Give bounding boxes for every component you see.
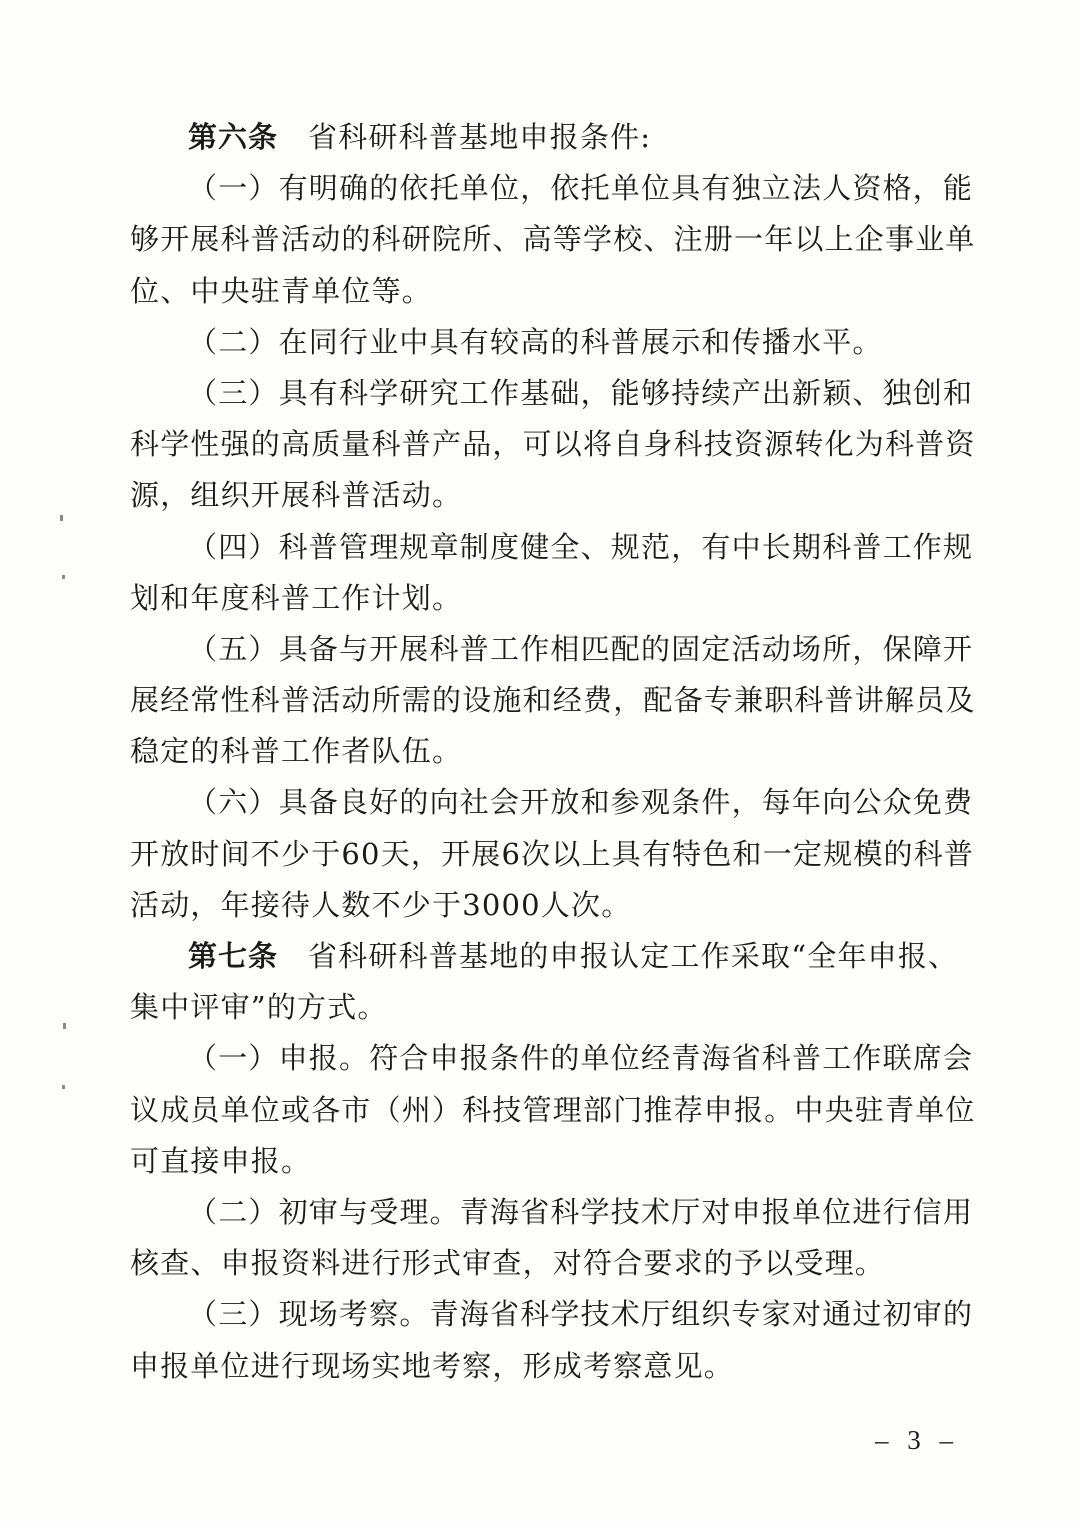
paragraph-line: （六）具备良好的向社会开放和参观条件，每年向公众免费 — [188, 785, 974, 820]
paragraph-line: 核查、申报资料进行形式审查，对符合要求的予以受理。 — [130, 1246, 886, 1281]
paragraph-line: 稳定的科普工作者队伍。 — [130, 734, 463, 769]
paragraph-line: 位、中央驻青单位等。 — [130, 273, 433, 308]
page-number: – 3 – — [875, 1425, 959, 1455]
article-6-heading — [130, 112, 950, 163]
paragraph-line: 集中评审”的方式。 — [130, 990, 388, 1025]
paragraph-line: （四）科普管理规章制度健全、规范，有中长期科普工作规 — [188, 529, 974, 564]
paragraph-line: 划和年度科普工作计划。 — [130, 580, 463, 615]
paragraph-line: （五）具备与开展科普工作相匹配的固定活动场所，保障开 — [188, 631, 974, 666]
paragraph-line: 展经常性科普活动所需的设施和经费，配备专兼职科普讲解员及 — [130, 683, 976, 718]
paragraph-line: （二）初审与受理。青海省科学技术厅对申报单位进行信用 — [188, 1194, 974, 1229]
paragraph-line: 开放时间不少于60天，开展6次以上具有特色和一定规模的科普 — [130, 836, 975, 871]
paragraph-line: 源，组织开展科普活动。 — [130, 478, 463, 513]
paragraph-line: 科学性强的高质量科普产品，可以将自身科技资源转化为科普资 — [130, 427, 976, 462]
article-6-title: 第六条 — [188, 120, 279, 154]
paragraph-line: （一）申报。符合申报条件的单位经青海省科普工作联席会 — [188, 1041, 974, 1076]
paragraph-line: （二）在同行业中具有较高的科普展示和传播水平。 — [188, 324, 883, 359]
paragraph-line: （三）现场考察。青海省科学技术厅组织专家对通过初审的 — [188, 1297, 974, 1332]
paragraph-line: （三）具有科学研究工作基础，能够持续产出新颖、独创和 — [188, 375, 974, 410]
paragraph-line: （一）有明确的依托单位，依托单位具有独立法人资格，能 — [188, 171, 974, 206]
article-7-heading-text: 省科研科普基地的申报认定工作采取“全年申报、 — [308, 939, 959, 973]
scan-speck — [60, 515, 63, 521]
paragraph-line: 活动，年接待人数不少于3000人次。 — [130, 887, 632, 922]
scan-speck — [62, 575, 65, 579]
paragraph-line: 议成员单位或各市（州）科技管理部门推荐申报。中央驻青单位 — [130, 1092, 976, 1127]
scan-speck — [62, 1085, 65, 1089]
article-7-heading — [130, 931, 959, 982]
article-7-title: 第七条 — [188, 939, 279, 973]
paragraph-line: 够开展科普活动的科研院所、高等学校、注册一年以上企事业单 — [130, 222, 976, 257]
article-6-heading-text: 省科研科普基地申报条件: — [308, 120, 652, 154]
document-body — [130, 112, 976, 1392]
paragraph-line: 申报单位进行现场实地考察，形成考察意见。 — [130, 1348, 735, 1383]
scan-speck — [63, 1023, 66, 1029]
paragraph-line: 可直接申报。 — [130, 1143, 312, 1178]
